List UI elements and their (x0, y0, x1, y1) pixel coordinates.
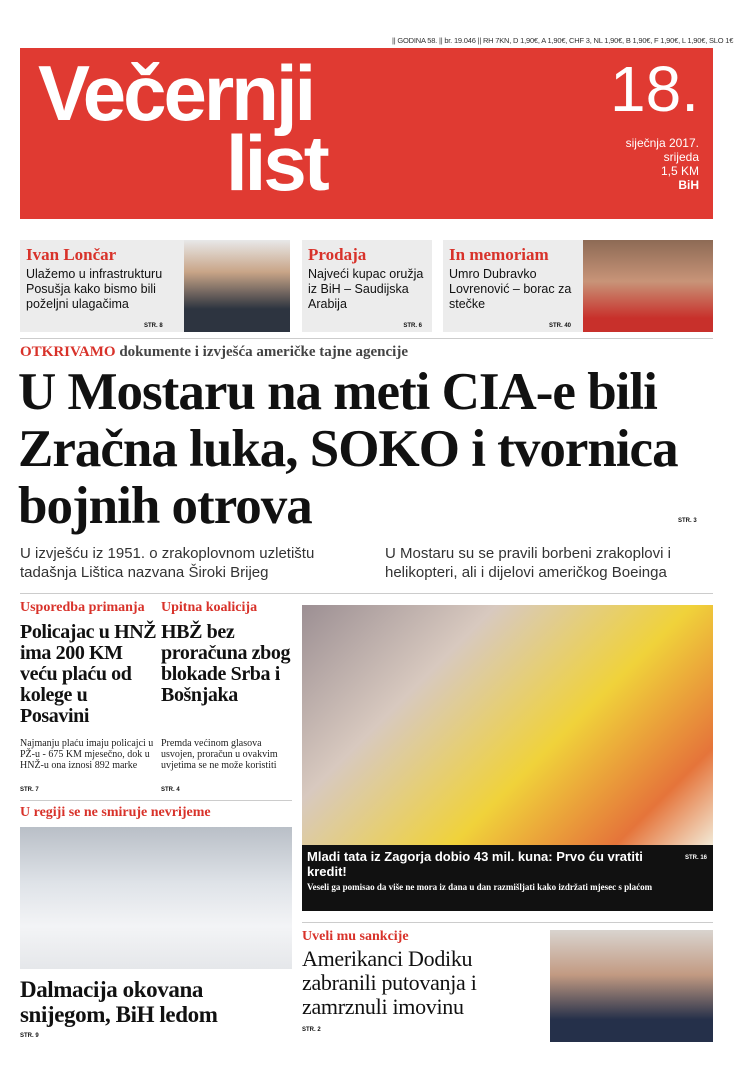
page-ref: STR. 9 (20, 1033, 39, 1039)
portrait-photo (583, 240, 713, 332)
page-ref: STR. 8 (144, 323, 163, 329)
teaser-lončar[interactable] (20, 240, 290, 332)
page-ref: STR. 6 (403, 323, 422, 329)
divider (20, 593, 713, 594)
logo-line1: Večernji (38, 49, 314, 137)
teaser-kicker: Prodaja (308, 245, 367, 264)
lead-headline[interactable]: U Mostaru na meti CIA-e bili Zračna luka, SOKO i tvornica bojnih otrova (18, 363, 678, 535)
teaser-kicker: Ivan Lončar (26, 245, 117, 264)
divider (302, 922, 713, 923)
portrait-photo (184, 240, 290, 332)
issue-info (626, 136, 699, 192)
story-hbz[interactable] (161, 600, 296, 798)
kicker-red: OTKRIVAMO (20, 344, 116, 360)
lead-kicker (20, 344, 408, 361)
lottery-photo (302, 605, 713, 845)
teaser-kicker: In memoriam (449, 245, 549, 264)
story-policajac[interactable] (20, 600, 158, 798)
story-headline: Dalmacija okovana snijegom, BiH ledom (20, 977, 218, 1027)
teaser-memoriam[interactable] (443, 240, 713, 332)
page-ref: STR. 4 (161, 787, 180, 793)
issue-edition: BiH (678, 178, 699, 192)
issue-day: 18. (610, 53, 699, 125)
snow-photo (20, 827, 292, 969)
story-summary: Premda većinom glasova usvojen, proračun u ovakvim uvjetima se ne može koristiti (161, 738, 278, 771)
story-kicker: U regiji se ne smiruje nevrijeme (20, 805, 211, 820)
story-headline: HBŽ bez proračuna zbog blokade Srba i Bošnjaka (161, 621, 291, 706)
page-ref: STR. 2 (302, 1027, 321, 1033)
story-headline: Amerikanci Dodiku zabranili putovanja i zamrznuli imovinu (302, 946, 477, 1019)
story-weather[interactable] (20, 805, 292, 1039)
logo-line2: list (226, 119, 327, 207)
lead-sub-left: U izvješću iz 1951. o zrakoplovnom uzletištu tadašnja Lištica nazvana Široki Brijeg (20, 545, 315, 581)
edition-info: || GODINA 58. || br. 19.046 || RH 7KN, D 1,90€, A 1,90€, CHF 3, NL 1,90€, B 1,90€, F 1,90€, L 1,90€, SLO 1€ (392, 36, 734, 45)
photo-story-summary: Veseli ga pomisao da više ne mora iz dana u dan razmišljati kako izdržati mjesec s plaćom (307, 882, 653, 892)
lead-sub-right: U Mostaru su se pravili borbeni zrakoplovi i helikopteri, ali i dijelovi američkog Boeinga (385, 545, 671, 581)
logo[interactable] (38, 49, 327, 207)
teaser-prodaja[interactable] (302, 240, 432, 332)
page-ref: STR. 16 (684, 855, 707, 861)
teaser-text: Umro Dubravko Lovrenović – borac za stečke (449, 267, 572, 311)
story-dodik[interactable] (302, 929, 547, 1033)
teaser-text: Najveći kupac oružja iz BiH – Saudijska Arabija (308, 267, 424, 311)
divider (20, 338, 713, 339)
page-ref: STR. 3 (678, 518, 697, 524)
story-kicker: Upitna koalicija (161, 600, 258, 615)
kicker-text: dokumente i izvješća američke tajne agencije (119, 344, 408, 360)
story-kicker: Uveli mu sankcije (302, 929, 409, 944)
teaser-text: Ulažemo u infrastrukturu Posušja kako bismo bili poželjni ulagačima (26, 267, 163, 311)
photo-story-headline: Mladi tata iz Zagorja dobio 43 mil. kuna: Prvo ću vratiti kredit! (307, 849, 643, 879)
masthead (20, 48, 713, 219)
issue-price: 1,5 KM (660, 164, 699, 178)
issue-month: siječnja 2017. (625, 136, 699, 150)
divider (20, 800, 292, 801)
page-ref: STR. 7 (20, 787, 39, 793)
story-summary: Najmanju plaću imaju policajci u PŽ-u - 675 KM mjesečno, dok u HNŽ-u ona iznosi 892 marke (20, 738, 154, 771)
photo-story-lottery[interactable] (302, 605, 713, 911)
page-ref: STR. 40 (549, 323, 572, 329)
story-headline: Policajac u HNŽ ima 200 KM veću plaću od kolege u Posavini (20, 621, 157, 727)
story-kicker: Usporedba primanja (20, 600, 145, 615)
dodik-photo (550, 930, 713, 1042)
issue-weekday: srijeda (663, 150, 699, 164)
